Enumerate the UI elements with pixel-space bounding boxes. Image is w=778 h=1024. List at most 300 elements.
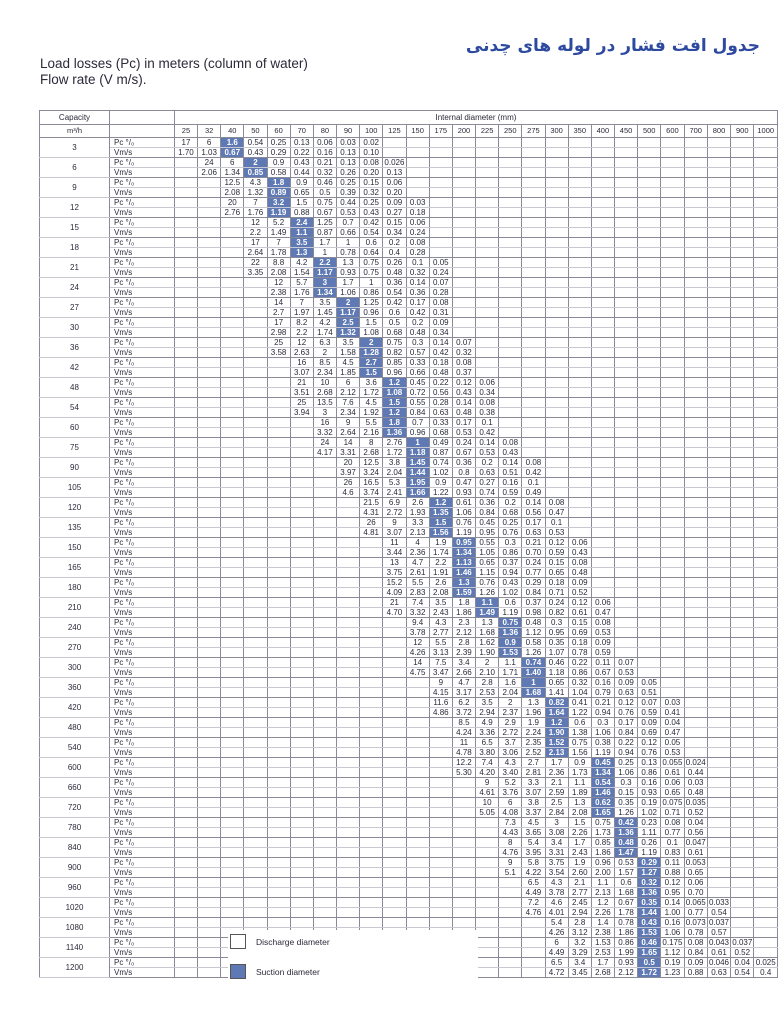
pc-value-cell xyxy=(198,858,221,868)
pc-value-cell: 3.4 xyxy=(452,658,475,668)
pc-value-cell xyxy=(731,778,754,788)
capacity-cell: 210 xyxy=(40,598,110,618)
pc-value-cell xyxy=(476,818,499,828)
diameter-header-900: 900 xyxy=(731,125,754,138)
velocity-value-cell xyxy=(545,408,568,418)
pc-value-cell xyxy=(244,498,267,508)
pc-value-cell xyxy=(313,838,336,848)
table-row-pc xyxy=(40,378,778,388)
pc-value-cell xyxy=(661,598,684,608)
pc-value-cell: 1.62 xyxy=(476,638,499,648)
pc-value-cell xyxy=(244,678,267,688)
velocity-value-cell xyxy=(406,888,429,898)
pc-value-cell xyxy=(244,778,267,788)
pc-value-cell xyxy=(638,338,661,348)
pc-value-cell: 0.25 xyxy=(336,178,359,188)
velocity-value-cell xyxy=(591,308,614,318)
pc-value-cell: 12 xyxy=(244,218,267,228)
capacity-cell: 24 xyxy=(40,278,110,298)
pc-value-cell: 0.16 xyxy=(591,678,614,688)
pc-value-cell: 15.2 xyxy=(383,578,406,588)
pc-label: Pc °/₀ xyxy=(109,518,174,528)
pc-value-cell xyxy=(545,298,568,308)
velocity-value-cell xyxy=(545,468,568,478)
pc-value-cell: 1.6 xyxy=(221,138,244,148)
pc-value-cell xyxy=(336,838,359,848)
velocity-value-cell xyxy=(221,668,244,678)
pc-value-cell: 0.14 xyxy=(499,458,522,468)
pc-value-cell xyxy=(754,338,778,348)
pc-value-cell xyxy=(731,198,754,208)
velocity-value-cell xyxy=(313,808,336,818)
velocity-value-cell xyxy=(661,288,684,298)
velocity-value-cell xyxy=(476,208,499,218)
velocity-value-cell xyxy=(267,608,290,618)
pc-value-cell xyxy=(313,878,336,888)
velocity-value-cell xyxy=(638,568,661,578)
pc-value-cell xyxy=(707,538,730,548)
pc-value-cell: 0.29 xyxy=(522,578,545,588)
pc-value-cell xyxy=(522,338,545,348)
velocity-value-cell xyxy=(198,928,221,938)
pc-value-cell: 1.9 xyxy=(568,858,591,868)
pc-value-cell: 2 xyxy=(499,698,522,708)
pc-value-cell xyxy=(591,178,614,188)
pc-value-cell: 4.5 xyxy=(522,818,545,828)
table-row-velocity xyxy=(40,468,778,478)
pc-value-cell xyxy=(244,558,267,568)
pc-label: Pc °/₀ xyxy=(109,658,174,668)
table-row-velocity xyxy=(40,148,778,158)
pc-value-cell xyxy=(174,318,197,328)
pc-value-cell xyxy=(221,798,244,808)
velocity-value-cell xyxy=(754,448,778,458)
pc-value-cell xyxy=(429,178,452,188)
velocity-value-cell xyxy=(684,328,707,338)
velocity-value-cell xyxy=(754,688,778,698)
velocity-value-cell: 3.44 xyxy=(383,548,406,558)
pc-value-cell xyxy=(174,938,197,948)
pc-value-cell: 0.28 xyxy=(429,398,452,408)
velocity-value-cell: 1.02 xyxy=(499,588,522,598)
pc-value-cell: 3.5 xyxy=(313,298,336,308)
velocity-value-cell xyxy=(313,548,336,558)
velocity-value-cell: 0.84 xyxy=(684,948,707,958)
pc-value-cell xyxy=(638,438,661,448)
pc-value-cell xyxy=(221,658,244,668)
pc-value-cell: 17 xyxy=(267,318,290,328)
pc-value-cell xyxy=(661,298,684,308)
velocity-value-cell: 0.47 xyxy=(591,608,614,618)
velocity-value-cell xyxy=(754,788,778,798)
pc-value-cell: 10 xyxy=(476,798,499,808)
pc-value-cell: 1.9 xyxy=(429,538,452,548)
pc-value-cell xyxy=(290,758,313,768)
velocity-value-cell: 0.59 xyxy=(591,648,614,658)
pc-value-cell xyxy=(591,198,614,208)
velocity-value-cell xyxy=(429,808,452,818)
pc-label: Pc °/₀ xyxy=(109,558,174,568)
velocity-value-cell xyxy=(522,348,545,358)
pc-value-cell: 0.04 xyxy=(684,818,707,828)
velocity-value-cell: 1.72 xyxy=(383,448,406,458)
pc-value-cell xyxy=(754,938,778,948)
pc-value-cell: 0.55 xyxy=(406,398,429,408)
pc-value-cell xyxy=(198,518,221,528)
pc-value-cell xyxy=(684,138,707,148)
velocity-value-cell: 0.84 xyxy=(522,588,545,598)
velocity-value-cell xyxy=(545,368,568,378)
pc-value-cell xyxy=(429,898,452,908)
velocity-value-cell: 1.06 xyxy=(614,768,637,778)
velocity-value-cell xyxy=(614,488,637,498)
velocity-value-cell xyxy=(313,528,336,538)
velocity-value-cell xyxy=(383,848,406,858)
velocity-value-cell: 1.76 xyxy=(290,288,313,298)
table-row-velocity xyxy=(40,808,778,818)
velocity-value-cell: 0.34 xyxy=(383,228,406,238)
velocity-value-cell xyxy=(522,308,545,318)
velocity-value-cell xyxy=(522,948,545,958)
velocity-value-cell xyxy=(754,528,778,538)
velocity-value-cell xyxy=(545,168,568,178)
velocity-value-cell: 1.2 xyxy=(383,408,406,418)
pc-value-cell xyxy=(198,438,221,448)
pc-value-cell: 0.45 xyxy=(591,758,614,768)
pc-value-cell xyxy=(429,718,452,728)
velocity-value-cell xyxy=(174,408,197,418)
pc-value-cell xyxy=(731,138,754,148)
pc-value-cell xyxy=(638,538,661,548)
velocity-value-cell xyxy=(313,628,336,638)
velocity-value-cell xyxy=(290,548,313,558)
velocity-value-cell xyxy=(198,588,221,598)
pc-value-cell xyxy=(614,558,637,568)
velocity-value-cell xyxy=(545,228,568,238)
velocity-value-cell xyxy=(406,768,429,778)
pc-value-cell xyxy=(221,918,244,928)
pc-value-cell xyxy=(336,678,359,688)
velocity-value-cell: 0.86 xyxy=(568,668,591,678)
velocity-value-cell xyxy=(476,928,499,938)
pc-value-cell: 0.3 xyxy=(614,778,637,788)
pc-value-cell xyxy=(267,658,290,668)
pc-value-cell xyxy=(360,798,383,808)
table-row-velocity xyxy=(40,568,778,578)
velocity-value-cell xyxy=(707,288,730,298)
pc-value-cell xyxy=(568,238,591,248)
table-row-velocity xyxy=(40,848,778,858)
velocity-value-cell: 1.34 xyxy=(591,768,614,778)
velocity-value-cell xyxy=(568,228,591,238)
velocity-value-cell: 4.31 xyxy=(360,508,383,518)
pc-value-cell: 0.14 xyxy=(452,398,475,408)
velocity-value-cell: 0.34 xyxy=(429,328,452,338)
pc-value-cell xyxy=(452,858,475,868)
velocity-value-cell xyxy=(174,808,197,818)
velocity-value-cell xyxy=(568,528,591,538)
pc-value-cell xyxy=(406,818,429,828)
velocity-value-cell: 3.07 xyxy=(522,788,545,798)
velocity-value-cell xyxy=(383,688,406,698)
pc-value-cell xyxy=(754,618,778,628)
velocity-value-cell xyxy=(198,968,221,978)
table-row-pc xyxy=(40,578,778,588)
pc-value-cell: 0.35 xyxy=(638,898,661,908)
velocity-value-cell xyxy=(545,488,568,498)
velocity-value-cell xyxy=(499,308,522,318)
pc-value-cell xyxy=(198,338,221,348)
pc-label: Pc °/₀ xyxy=(109,678,174,688)
pc-value-cell: 3.5 xyxy=(290,238,313,248)
pc-value-cell xyxy=(406,158,429,168)
velocity-value-cell: 1.32 xyxy=(244,188,267,198)
pc-label: Pc °/₀ xyxy=(109,178,174,188)
velocity-value-cell xyxy=(221,328,244,338)
velocity-value-cell xyxy=(614,148,637,158)
velocity-value-cell xyxy=(313,508,336,518)
pc-value-cell: 0.02 xyxy=(360,138,383,148)
velocity-label: Vm/s xyxy=(109,448,174,458)
pc-value-cell: 1.3 xyxy=(522,698,545,708)
pc-value-cell xyxy=(313,738,336,748)
velocity-value-cell xyxy=(198,388,221,398)
velocity-value-cell xyxy=(754,708,778,718)
pc-value-cell xyxy=(499,298,522,308)
velocity-value-cell xyxy=(198,648,221,658)
pc-value-cell xyxy=(522,218,545,228)
velocity-value-cell: 1.18 xyxy=(406,448,429,458)
pc-value-cell xyxy=(754,318,778,328)
pc-value-cell xyxy=(522,198,545,208)
pc-label: Pc °/₀ xyxy=(109,758,174,768)
velocity-value-cell xyxy=(707,408,730,418)
pc-value-cell xyxy=(707,298,730,308)
pc-value-cell: 0.47 xyxy=(452,478,475,488)
pc-value-cell: 12 xyxy=(290,338,313,348)
capacity-cell: 840 xyxy=(40,838,110,858)
pc-value-cell: 0.075 xyxy=(662,797,683,807)
pc-value-cell: 0.86 xyxy=(614,938,637,948)
velocity-value-cell xyxy=(244,888,267,898)
pc-value-cell: 0.1 xyxy=(406,258,429,268)
pc-value-cell: 1.1 xyxy=(568,778,591,788)
pc-value-cell xyxy=(684,338,707,348)
velocity-value-cell xyxy=(476,368,499,378)
velocity-value-cell: 1.59 xyxy=(452,588,475,598)
pc-value-cell xyxy=(545,238,568,248)
pc-value-cell xyxy=(754,258,778,268)
pc-value-cell xyxy=(336,558,359,568)
velocity-value-cell: 2.24 xyxy=(522,728,545,738)
velocity-value-cell: 1.49 xyxy=(267,228,290,238)
velocity-value-cell xyxy=(731,908,754,918)
pc-value-cell: 0.09 xyxy=(591,638,614,648)
velocity-value-cell xyxy=(684,648,707,658)
pc-value-cell xyxy=(290,898,313,908)
pc-value-cell xyxy=(731,218,754,228)
pc-value-cell xyxy=(198,618,221,628)
pc-value-cell xyxy=(174,658,197,668)
velocity-value-cell: 4.01 xyxy=(545,908,568,918)
pc-value-cell xyxy=(313,578,336,588)
velocity-value-cell: 2.08 xyxy=(221,188,244,198)
pc-value-cell xyxy=(174,678,197,688)
pc-value-cell xyxy=(360,658,383,668)
pc-value-cell: 0.18 xyxy=(429,358,452,368)
velocity-value-cell: 3.17 xyxy=(452,688,475,698)
velocity-value-cell xyxy=(707,468,730,478)
velocity-value-cell xyxy=(499,248,522,258)
pc-value-cell xyxy=(731,698,754,708)
velocity-value-cell: 0.44 xyxy=(290,168,313,178)
pc-value-cell xyxy=(174,838,197,848)
velocity-value-cell: 0.32 xyxy=(452,348,475,358)
velocity-value-cell xyxy=(244,408,267,418)
velocity-value-cell: 0.36 xyxy=(406,288,429,298)
velocity-value-cell: 0.77 xyxy=(522,568,545,578)
velocity-value-cell xyxy=(198,288,221,298)
pc-value-cell xyxy=(452,838,475,848)
pc-value-cell: 2.1 xyxy=(545,778,568,788)
pc-value-cell: 5.3 xyxy=(383,478,406,488)
velocity-value-cell xyxy=(290,768,313,778)
pc-value-cell xyxy=(360,698,383,708)
velocity-value-cell: 0.64 xyxy=(360,248,383,258)
velocity-label: Vm/s xyxy=(109,628,174,638)
velocity-value-cell: 0.94 xyxy=(614,748,637,758)
pc-value-cell: 0.2 xyxy=(406,318,429,328)
pc-value-cell: 2.2 xyxy=(429,558,452,568)
velocity-value-cell: 4.75 xyxy=(406,668,429,678)
velocity-value-cell xyxy=(290,508,313,518)
pc-value-cell xyxy=(731,598,754,608)
pc-value-cell xyxy=(244,758,267,768)
pc-label: Pc °/₀ xyxy=(109,858,174,868)
pc-value-cell xyxy=(661,158,684,168)
pc-value-cell: 0.55 xyxy=(476,538,499,548)
velocity-value-cell xyxy=(754,168,778,178)
velocity-value-cell xyxy=(313,788,336,798)
pc-value-cell: 1.7 xyxy=(545,758,568,768)
pc-value-cell: 9 xyxy=(429,678,452,688)
velocity-value-cell xyxy=(267,508,290,518)
pc-value-cell xyxy=(174,298,197,308)
pc-value-cell xyxy=(221,898,244,908)
pc-value-cell: 2.4 xyxy=(290,218,313,228)
velocity-value-cell xyxy=(568,308,591,318)
pc-value-cell xyxy=(591,558,614,568)
pc-value-cell xyxy=(267,678,290,688)
pc-value-cell: 0.08 xyxy=(429,298,452,308)
capacity-cell: 720 xyxy=(40,798,110,818)
pc-label: Pc °/₀ xyxy=(109,318,174,328)
pc-value-cell xyxy=(568,138,591,148)
pc-value-cell: 9 xyxy=(499,858,522,868)
velocity-value-cell: 1.19 xyxy=(591,748,614,758)
pc-value-cell xyxy=(476,178,499,188)
diameter-header-800: 800 xyxy=(707,125,730,138)
velocity-value-cell: 0.63 xyxy=(614,688,637,698)
pc-value-cell xyxy=(638,498,661,508)
pc-value-cell: 1 xyxy=(336,238,359,248)
pc-value-cell xyxy=(198,678,221,688)
pc-value-cell xyxy=(754,758,778,768)
velocity-value-cell: 0.68 xyxy=(429,428,452,438)
pc-value-cell xyxy=(638,278,661,288)
table-row-pc xyxy=(40,858,778,868)
velocity-value-cell xyxy=(290,828,313,838)
pc-value-cell xyxy=(522,438,545,448)
pc-value-cell xyxy=(221,878,244,888)
pc-value-cell xyxy=(174,598,197,608)
velocity-value-cell: 3.58 xyxy=(267,348,290,358)
velocity-value-cell: 2.06 xyxy=(198,168,221,178)
pc-label: Pc °/₀ xyxy=(109,938,174,948)
velocity-value-cell xyxy=(174,848,197,858)
velocity-label: Vm/s xyxy=(109,328,174,338)
pc-value-cell: 0.65 xyxy=(545,678,568,688)
pc-value-cell xyxy=(499,278,522,288)
velocity-value-cell: 3.13 xyxy=(429,648,452,658)
velocity-value-cell: 0.54 xyxy=(383,288,406,298)
velocity-value-cell: 0.65 xyxy=(661,788,684,798)
pc-value-cell: 2.7 xyxy=(522,758,545,768)
velocity-value-cell: 3.36 xyxy=(476,728,499,738)
pc-value-cell xyxy=(731,458,754,468)
velocity-value-cell: 1.72 xyxy=(638,968,661,978)
velocity-value-cell xyxy=(476,188,499,198)
velocity-value-cell xyxy=(383,788,406,798)
velocity-value-cell xyxy=(429,728,452,738)
pc-value-cell: 1.9 xyxy=(522,718,545,728)
velocity-value-cell: 0.59 xyxy=(638,708,661,718)
velocity-value-cell xyxy=(754,648,778,658)
velocity-value-cell: 0.28 xyxy=(429,288,452,298)
pc-value-cell: 0.08 xyxy=(522,458,545,468)
velocity-value-cell xyxy=(244,868,267,878)
velocity-value-cell: 1.86 xyxy=(452,608,475,618)
pc-value-cell: 1.3 xyxy=(336,258,359,268)
pc-value-cell xyxy=(661,138,684,148)
velocity-value-cell xyxy=(221,568,244,578)
velocity-value-cell xyxy=(754,408,778,418)
velocity-value-cell xyxy=(267,708,290,718)
velocity-value-cell: 1.19 xyxy=(267,208,290,218)
pc-value-cell xyxy=(754,678,778,688)
pc-value-cell: 0.024 xyxy=(685,757,706,767)
velocity-value-cell: 1.02 xyxy=(429,468,452,478)
pc-label: Pc °/₀ xyxy=(109,458,174,468)
pc-value-cell: 3.8 xyxy=(522,798,545,808)
velocity-value-cell xyxy=(754,828,778,838)
velocity-value-cell xyxy=(452,148,475,158)
velocity-value-cell: 1.19 xyxy=(638,848,661,858)
pc-value-cell xyxy=(290,778,313,788)
pc-value-cell xyxy=(522,258,545,268)
velocity-value-cell: 0.98 xyxy=(522,608,545,618)
pc-value-cell xyxy=(221,398,244,408)
velocity-value-cell: 4.49 xyxy=(545,948,568,958)
velocity-value-cell xyxy=(638,268,661,278)
velocity-value-cell xyxy=(614,648,637,658)
velocity-value-cell xyxy=(476,288,499,298)
velocity-value-cell xyxy=(638,348,661,358)
pc-value-cell xyxy=(614,338,637,348)
velocity-value-cell: 0.13 xyxy=(383,168,406,178)
table-row-velocity xyxy=(40,528,778,538)
velocity-value-cell: 0.93 xyxy=(452,488,475,498)
